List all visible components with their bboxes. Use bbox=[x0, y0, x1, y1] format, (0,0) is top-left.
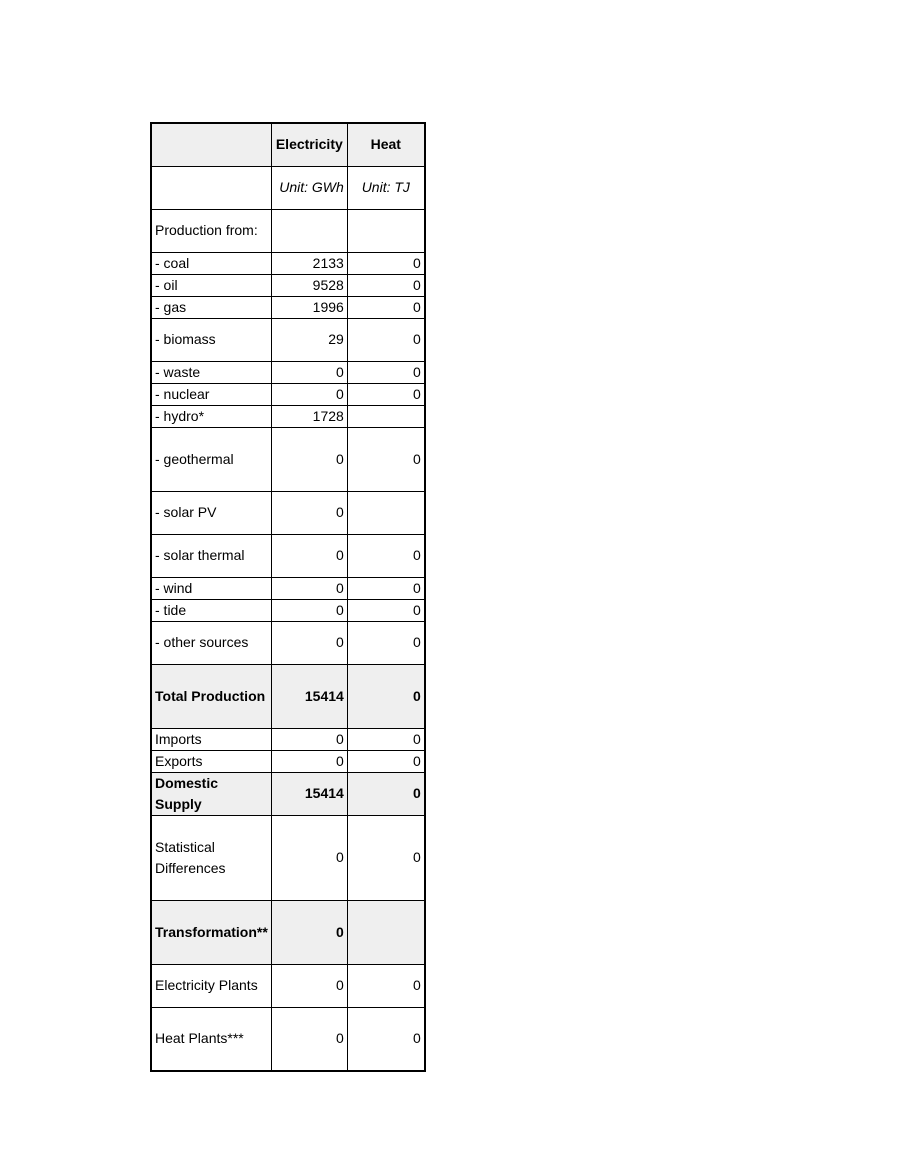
table-row bbox=[151, 750, 425, 772]
electricity-value: 0 bbox=[271, 815, 347, 900]
heat-value: 0 bbox=[347, 427, 425, 491]
electricity-header: Electricity bbox=[271, 123, 347, 166]
table-row bbox=[151, 209, 425, 252]
heat-value bbox=[347, 491, 425, 534]
heat-value: 0 bbox=[347, 621, 425, 664]
row-label: Heat Plants*** bbox=[151, 1007, 271, 1071]
heat-value: 0 bbox=[347, 534, 425, 577]
electricity-value: 0 bbox=[271, 427, 347, 491]
row-label: - biomass bbox=[151, 318, 271, 361]
table-row bbox=[151, 383, 425, 405]
electricity-value: 29 bbox=[271, 318, 347, 361]
heat-value: 0 bbox=[347, 274, 425, 296]
table-row bbox=[151, 621, 425, 664]
row-label: - solar thermal bbox=[151, 534, 271, 577]
row-label: Total Production bbox=[151, 664, 271, 728]
row-label: - coal bbox=[151, 252, 271, 274]
table-row bbox=[151, 427, 425, 491]
table-row bbox=[151, 405, 425, 427]
electricity-value: 0 bbox=[271, 534, 347, 577]
table-row bbox=[151, 296, 425, 318]
electricity-value: 0 bbox=[271, 383, 347, 405]
electricity-value: 0 bbox=[271, 750, 347, 772]
table-row bbox=[151, 274, 425, 296]
table-row bbox=[151, 964, 425, 1007]
unit-blank-cell bbox=[151, 166, 271, 209]
electricity-value bbox=[271, 209, 347, 252]
heat-value: 0 bbox=[347, 772, 425, 815]
heat-header: Heat bbox=[347, 123, 425, 166]
heat-value: 0 bbox=[347, 296, 425, 318]
table-row bbox=[151, 318, 425, 361]
electricity-value: 9528 bbox=[271, 274, 347, 296]
table-row bbox=[151, 599, 425, 621]
table-row bbox=[151, 361, 425, 383]
electricity-value: 0 bbox=[271, 361, 347, 383]
electricity-value: 0 bbox=[271, 577, 347, 599]
heat-value: 0 bbox=[347, 815, 425, 900]
row-label: - waste bbox=[151, 361, 271, 383]
table-row bbox=[151, 491, 425, 534]
header-blank-cell bbox=[151, 123, 271, 166]
heat-value: 0 bbox=[347, 252, 425, 274]
electricity-value: 1996 bbox=[271, 296, 347, 318]
heat-value: 0 bbox=[347, 664, 425, 728]
electricity-value: 1728 bbox=[271, 405, 347, 427]
heat-value: 0 bbox=[347, 318, 425, 361]
electricity-unit: Unit: GWh bbox=[271, 166, 347, 209]
table-row bbox=[151, 728, 425, 750]
total-production-row bbox=[151, 664, 425, 728]
row-label: Exports bbox=[151, 750, 271, 772]
row-label: Transformation** bbox=[151, 900, 271, 964]
heat-value: 0 bbox=[347, 383, 425, 405]
heat-value: 0 bbox=[347, 577, 425, 599]
heat-value bbox=[347, 405, 425, 427]
electricity-value: 15414 bbox=[271, 772, 347, 815]
heat-value bbox=[347, 209, 425, 252]
heat-unit: Unit: TJ bbox=[347, 166, 425, 209]
row-label: - oil bbox=[151, 274, 271, 296]
electricity-value: 2133 bbox=[271, 252, 347, 274]
table-row bbox=[151, 1007, 425, 1071]
electricity-value: 0 bbox=[271, 491, 347, 534]
header-row bbox=[151, 123, 425, 166]
heat-value: 0 bbox=[347, 728, 425, 750]
row-label: - wind bbox=[151, 577, 271, 599]
electricity-value: 0 bbox=[271, 728, 347, 750]
row-label: - other sources bbox=[151, 621, 271, 664]
heat-value: 0 bbox=[347, 1007, 425, 1071]
table-row bbox=[151, 252, 425, 274]
transformation-row bbox=[151, 900, 425, 964]
row-label: - geothermal bbox=[151, 427, 271, 491]
heat-value: 0 bbox=[347, 361, 425, 383]
table-row bbox=[151, 577, 425, 599]
row-label: Electricity Plants bbox=[151, 964, 271, 1007]
row-label: - nuclear bbox=[151, 383, 271, 405]
row-label: - solar PV bbox=[151, 491, 271, 534]
heat-value: 0 bbox=[347, 964, 425, 1007]
row-label: - tide bbox=[151, 599, 271, 621]
row-label: - hydro* bbox=[151, 405, 271, 427]
energy-balance-table bbox=[150, 122, 426, 1072]
electricity-value: 15414 bbox=[271, 664, 347, 728]
electricity-value: 0 bbox=[271, 1007, 347, 1071]
domestic-supply-row bbox=[151, 772, 425, 815]
electricity-value: 0 bbox=[271, 900, 347, 964]
row-label: Statistical Differences bbox=[151, 815, 271, 900]
electricity-value: 0 bbox=[271, 964, 347, 1007]
electricity-value: 0 bbox=[271, 621, 347, 664]
row-label: - gas bbox=[151, 296, 271, 318]
row-label: Production from: bbox=[151, 209, 271, 252]
heat-value: 0 bbox=[347, 750, 425, 772]
unit-row bbox=[151, 166, 425, 209]
heat-value bbox=[347, 900, 425, 964]
heat-value: 0 bbox=[347, 599, 425, 621]
table-row bbox=[151, 815, 425, 900]
electricity-value: 0 bbox=[271, 599, 347, 621]
row-label: Imports bbox=[151, 728, 271, 750]
row-label: Domestic Supply bbox=[151, 772, 271, 815]
table-row bbox=[151, 534, 425, 577]
